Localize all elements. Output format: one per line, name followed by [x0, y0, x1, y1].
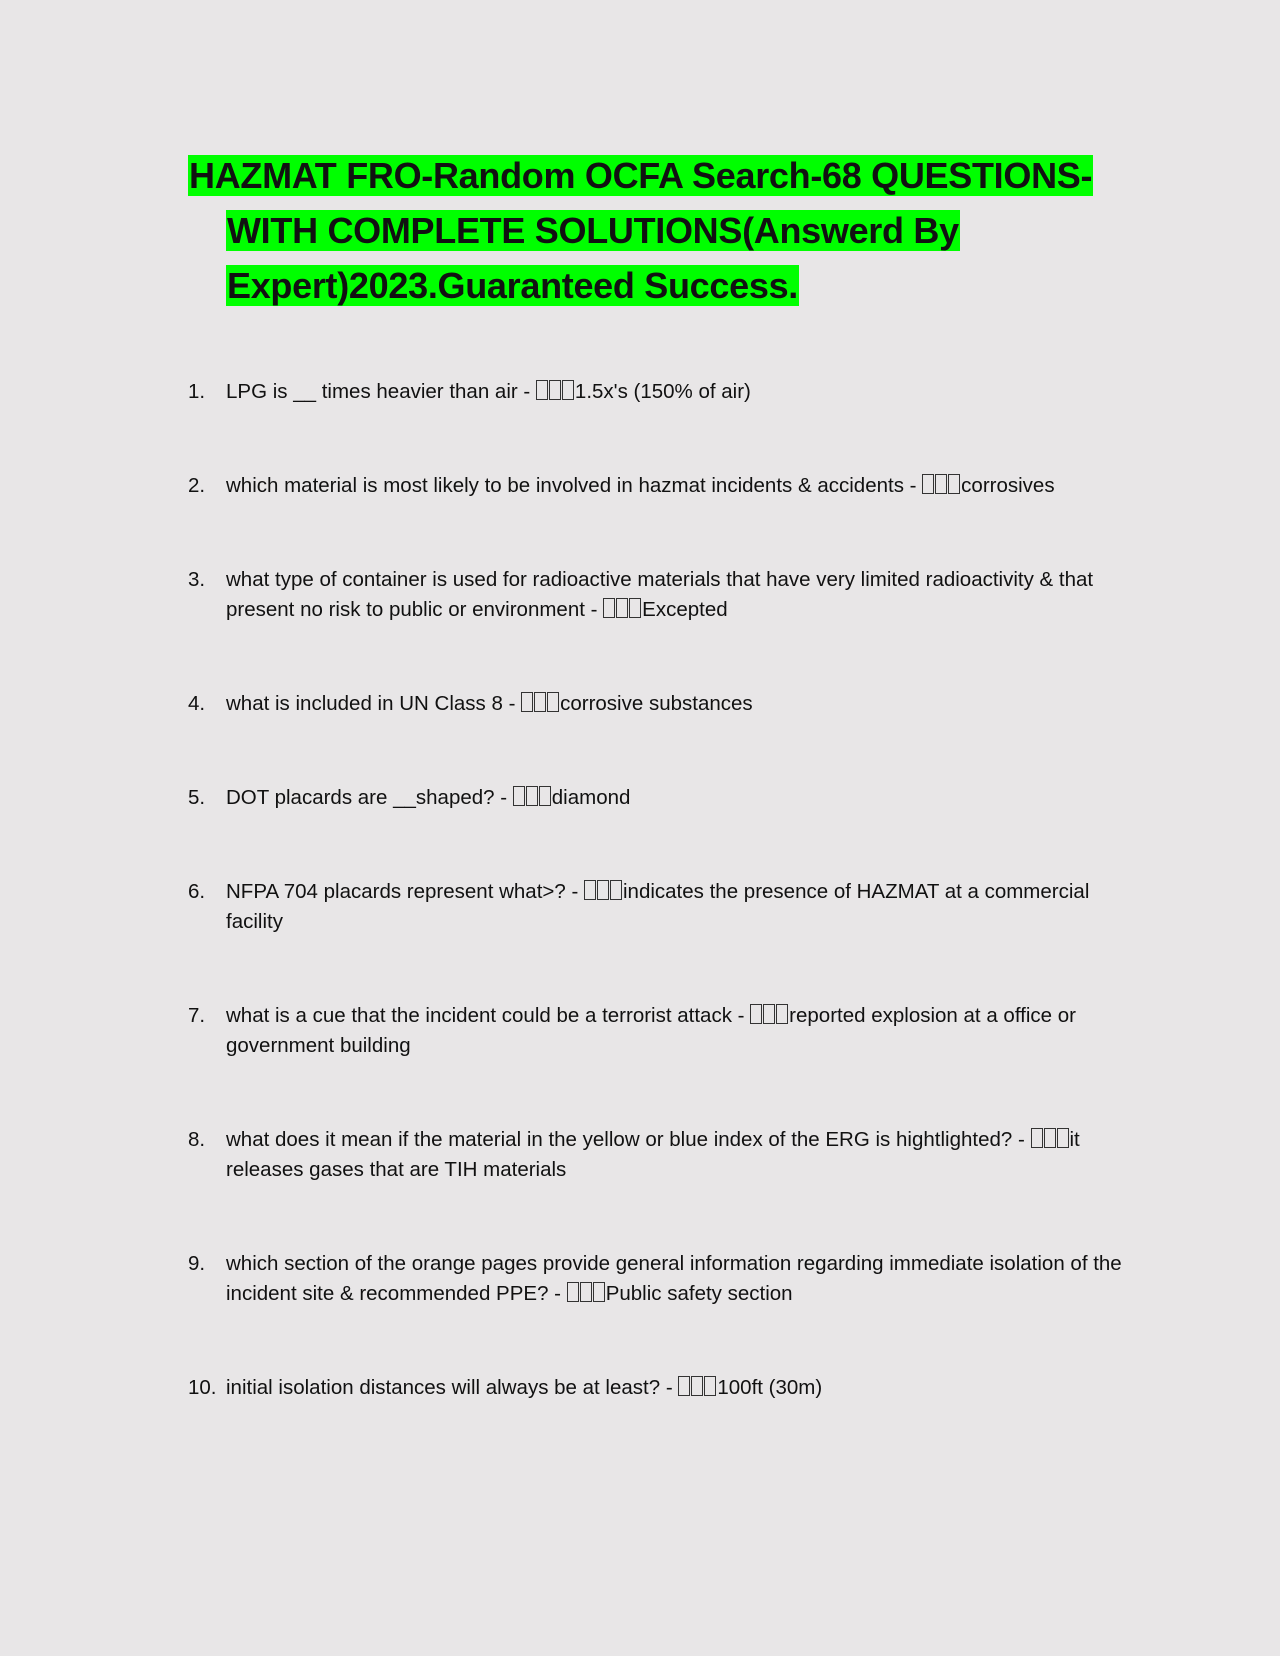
question-text: LPG is __ times heavier than air - — [226, 380, 536, 403]
answer-text: diamond — [551, 786, 631, 809]
list-item — [188, 471, 1148, 501]
missing-glyph-icon — [922, 474, 961, 497]
answer-text: 1.5x's (150% of air) — [574, 380, 751, 403]
question-number: 7. — [188, 1004, 206, 1027]
question-number: 4. — [188, 692, 206, 715]
question-number: 6. — [188, 880, 206, 903]
title-line-1: HAZMAT FRO-Random OCFA Search-68 QUESTIONS- — [189, 155, 1093, 196]
missing-glyph-icon — [513, 786, 552, 809]
title-line-2: WITH COMPLETE SOLUTIONS(Answerd By — [227, 210, 959, 251]
missing-glyph-icon — [678, 1376, 717, 1399]
question-text: initial isolation distances will always be at least? - — [226, 1376, 679, 1399]
missing-glyph-icon — [536, 380, 575, 403]
question-text: what is included in UN Class 8 - — [226, 692, 522, 715]
answer-text: corrosives — [961, 474, 1055, 497]
answer-text: Public safety section — [605, 1282, 793, 1305]
question-number: 1. — [188, 380, 206, 403]
answer-text: it releases gases that are TIH materials — [226, 1128, 1080, 1181]
missing-glyph-icon — [584, 880, 623, 903]
question-number: 9. — [188, 1252, 206, 1275]
list-item — [188, 1001, 1148, 1061]
question-text: NFPA 704 placards represent what>? - — [226, 880, 584, 903]
question-text: which material is most likely to be involved in hazmat incidents & accidents - — [226, 474, 923, 497]
missing-glyph-icon — [603, 598, 642, 621]
question-text: what is a cue that the incident could be a terrorist attack - — [226, 1004, 751, 1027]
question-number: 10. — [188, 1376, 217, 1399]
answer-text: Excepted — [642, 598, 728, 621]
answer-text: corrosive substances — [560, 692, 753, 715]
missing-glyph-icon — [1031, 1128, 1070, 1151]
answer-text: reported explosion at a office or government building — [226, 1004, 1076, 1057]
question-text: what does it mean if the material in the yellow or blue index of the ERG is hightlighted? - — [226, 1128, 1031, 1151]
answer-text: 100ft (30m) — [717, 1376, 823, 1399]
list-item — [188, 565, 1148, 625]
question-number: 5. — [188, 786, 206, 809]
question-list — [188, 377, 1148, 1467]
missing-glyph-icon — [567, 1282, 606, 1305]
answer-text: indicates the presence of HAZMAT at a commercial facility — [226, 880, 1090, 933]
list-item — [188, 783, 1148, 813]
missing-glyph-icon — [521, 692, 560, 715]
question-text: what type of container is used for radioactive materials that have very limited radioactivity & that present no risk to public or environment - — [226, 568, 1094, 621]
document-title — [188, 148, 1128, 313]
list-item — [188, 377, 1148, 407]
list-item — [188, 1125, 1148, 1185]
list-item — [188, 1373, 1148, 1403]
title-line-3: Expert)2023.Guaranteed Success. — [227, 265, 798, 306]
question-number: 2. — [188, 474, 206, 497]
question-number: 3. — [188, 568, 206, 591]
list-item — [188, 1249, 1148, 1309]
list-item — [188, 877, 1148, 937]
question-number: 8. — [188, 1128, 206, 1151]
question-text: DOT placards are __shaped? - — [226, 786, 513, 809]
list-item — [188, 689, 1148, 719]
question-text: which section of the orange pages provide general information regarding immediate isolation of the incident site & recommended PPE? - — [226, 1252, 1122, 1305]
missing-glyph-icon — [750, 1004, 789, 1027]
